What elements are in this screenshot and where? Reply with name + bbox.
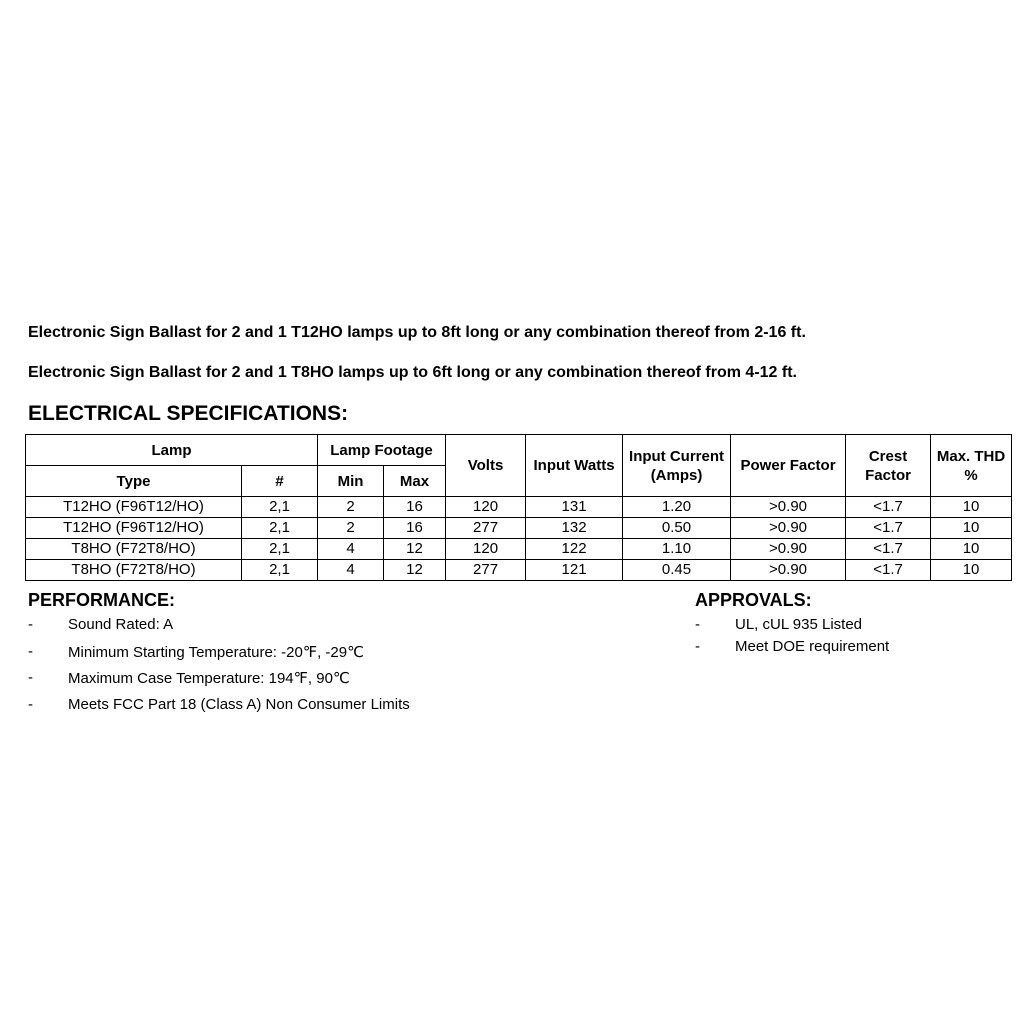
- cell-count: 2,1: [242, 560, 318, 581]
- bullet-dash: -: [28, 642, 33, 660]
- performance-item-text: Sound Rated: A: [68, 616, 174, 633]
- header-count: #: [242, 466, 318, 497]
- cell-max: 12: [384, 560, 446, 581]
- cell-power-factor: >0.90: [731, 518, 846, 539]
- cell-count: 2,1: [242, 518, 318, 539]
- bullet-dash: -: [695, 616, 700, 633]
- performance-title: PERFORMANCE:: [28, 590, 175, 610]
- header-crest-factor: Crest Factor: [846, 435, 931, 497]
- list-item: [695, 616, 889, 638]
- list-item: [28, 643, 410, 670]
- cell-power-factor: >0.90: [731, 539, 846, 560]
- cell-type: T8HO (F72T8/HO): [26, 539, 242, 560]
- cell-min: 4: [318, 560, 384, 581]
- performance-item-text: Maximum Case Temperature: 194℉, 90℃: [68, 670, 350, 687]
- cell-input-watts: 121: [526, 560, 623, 581]
- cell-type: T12HO (F96T12/HO): [26, 518, 242, 539]
- approvals-title: APPROVALS:: [695, 590, 812, 610]
- list-item: [28, 669, 410, 696]
- performance-item-text: Meets FCC Part 18 (Class A) Non Consumer Limits: [68, 695, 410, 713]
- cell-volts: 120: [446, 497, 526, 518]
- list-item: [695, 638, 889, 660]
- table-row: [26, 560, 1012, 581]
- cell-min: 2: [318, 518, 384, 539]
- cell-input-current: 0.50: [623, 518, 731, 539]
- header-volts: Volts: [446, 435, 526, 497]
- header-max-thd: Max. THD %: [931, 435, 1012, 497]
- performance-list: [28, 616, 410, 722]
- header-lamp: Lamp: [26, 435, 318, 466]
- cell-input-current: 1.10: [623, 539, 731, 560]
- list-item: [28, 616, 410, 643]
- cell-input-watts: 122: [526, 539, 623, 560]
- approvals-item-text: UL, cUL 935 Listed: [735, 616, 863, 633]
- cell-power-factor: >0.90: [731, 560, 846, 581]
- cell-type: T8HO (F72T8/HO): [26, 560, 242, 581]
- cell-input-watts: 131: [526, 497, 623, 518]
- cell-volts: 277: [446, 560, 526, 581]
- header-power-factor: Power Factor: [731, 435, 846, 497]
- header-min: Min: [318, 466, 384, 497]
- cell-crest-factor: <1.7: [846, 539, 931, 560]
- cell-crest-factor: <1.7: [846, 518, 931, 539]
- cell-volts: 277: [446, 518, 526, 539]
- cell-input-current: 0.45: [623, 560, 731, 581]
- electrical-specifications-table: [25, 434, 1012, 581]
- table-row: [26, 497, 1012, 518]
- header-type: Type: [26, 466, 242, 497]
- cell-min: 4: [318, 539, 384, 560]
- cell-min: 2: [318, 497, 384, 518]
- header-input-current: Input Current (Amps): [623, 435, 731, 497]
- cell-power-factor: >0.90: [731, 497, 846, 518]
- bullet-dash: -: [28, 616, 33, 633]
- list-item: [28, 696, 410, 723]
- cell-max: 12: [384, 539, 446, 560]
- cell-input-current: 1.20: [623, 497, 731, 518]
- header-input-watts: Input Watts: [526, 435, 623, 497]
- cell-max: 16: [384, 518, 446, 539]
- intro-line-t8ho: Electronic Sign Ballast for 2 and 1 T8HO lamps up to 6ft long or any combination thereof from 4-12 ft.: [28, 364, 797, 381]
- cell-input-watts: 132: [526, 518, 623, 539]
- cell-max-thd: 10: [931, 518, 1012, 539]
- cell-max-thd: 10: [931, 539, 1012, 560]
- cell-max: 16: [384, 497, 446, 518]
- performance-item-text: Minimum Starting Temperature: -20℉, -29℃: [68, 643, 364, 661]
- cell-crest-factor: <1.7: [846, 497, 931, 518]
- cell-count: 2,1: [242, 497, 318, 518]
- header-max: Max: [384, 466, 446, 497]
- cell-type: T12HO (F96T12/HO): [26, 497, 242, 518]
- header-lamp-footage: Lamp Footage: [318, 435, 446, 466]
- cell-max-thd: 10: [931, 560, 1012, 581]
- bullet-dash: -: [28, 695, 33, 713]
- cell-count: 2,1: [242, 539, 318, 560]
- bullet-dash: -: [28, 669, 33, 686]
- electrical-specifications-title: ELECTRICAL SPECIFICATIONS:: [28, 402, 349, 425]
- approvals-list: [695, 616, 889, 660]
- bullet-dash: -: [695, 638, 700, 655]
- cell-max-thd: 10: [931, 497, 1012, 518]
- cell-crest-factor: <1.7: [846, 560, 931, 581]
- cell-volts: 120: [446, 539, 526, 560]
- table-row: [26, 539, 1012, 560]
- table-row: [26, 518, 1012, 539]
- approvals-item-text: Meet DOE requirement: [735, 638, 890, 655]
- intro-line-t12ho: Electronic Sign Ballast for 2 and 1 T12HO lamps up to 8ft long or any combination thereof from 2-16 ft.: [28, 324, 806, 341]
